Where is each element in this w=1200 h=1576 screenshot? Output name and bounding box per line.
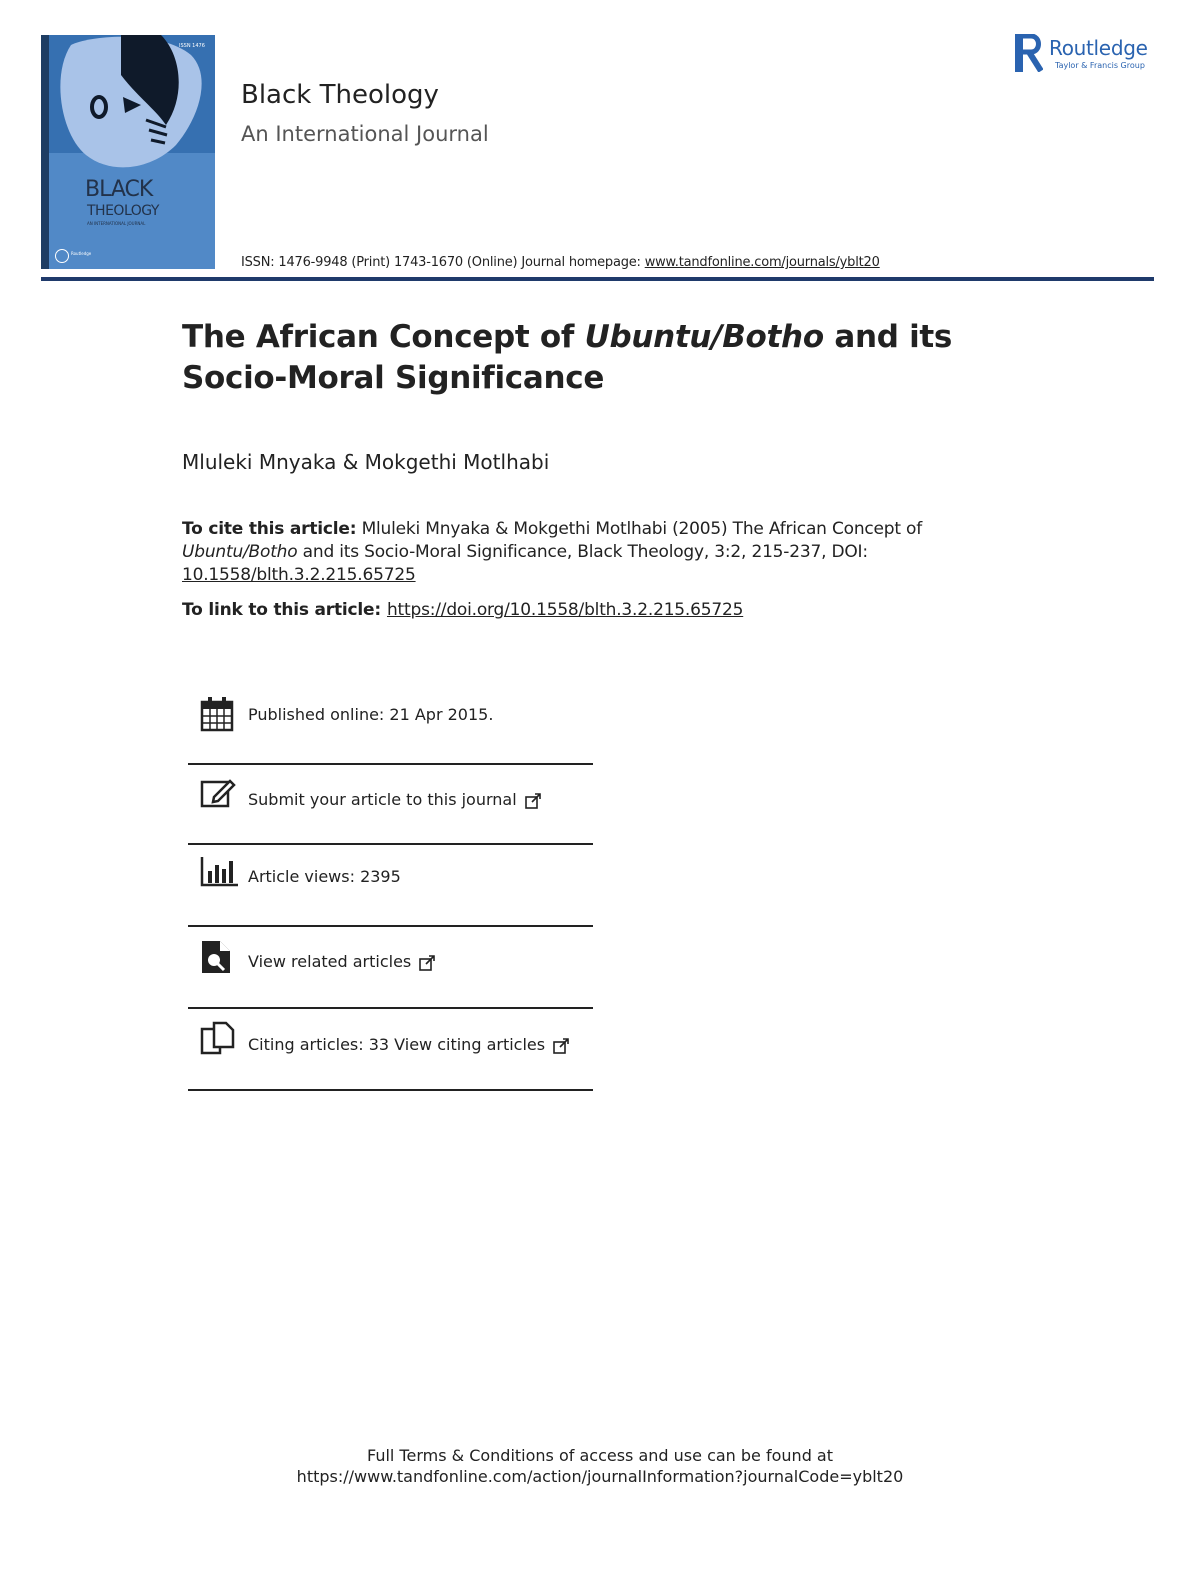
citing-documents-icon: [200, 1021, 236, 1057]
article-title: [182, 317, 1022, 399]
article-info-list: [188, 690, 593, 1091]
publisher-logo: [1015, 34, 1155, 74]
info-row-submit[interactable]: [188, 765, 593, 843]
cover-publisher-text: Routledge: [71, 251, 92, 256]
search-document-icon: [200, 939, 232, 975]
info-row-citing[interactable]: [188, 1009, 593, 1089]
header-divider: [41, 277, 1154, 281]
cover-publisher-logo-icon: [55, 249, 69, 263]
article-link-block: [182, 600, 982, 620]
cover-subtitle: AN INTERNATIONAL JOURNAL: [87, 221, 146, 226]
citation-text-part1: Mluleki Mnyaka & Mokgethi Motlhabi (2005) The African Concept of: [356, 519, 923, 539]
article-authors: Mluleki Mnyaka & Mokgethi Motlhabi: [182, 450, 550, 474]
cover-title-line2: THEOLOGY: [87, 203, 159, 219]
article-title-part2: and its Socio-Moral Significance: [182, 319, 953, 396]
journal-homepage-link[interactable]: www.tandfonline.com/journals/yblt20: [644, 255, 880, 270]
external-link-icon: [419, 955, 435, 971]
citing-articles-link[interactable]: [248, 1035, 569, 1054]
routledge-r-icon: [1015, 34, 1043, 72]
article-views: Article views: 2395: [248, 867, 401, 886]
edit-icon: [200, 777, 236, 809]
footer-terms-url[interactable]: https://www.tandfonline.com/action/journalInformation?journalCode=yblt20: [296, 1467, 904, 1486]
external-link-icon: [553, 1038, 569, 1054]
publisher-name: Routledge: [1049, 36, 1148, 60]
citing-articles-label: Citing articles: 33 View citing articles: [248, 1035, 546, 1054]
bar-chart-icon: [200, 857, 238, 887]
article-title-part1: The African Concept of: [182, 319, 585, 355]
citation-block: [182, 518, 982, 587]
citation-text-part2: and its Socio-Moral Significance, Black Theology, 3:2, 215-237, DOI:: [297, 542, 868, 562]
submit-article-link[interactable]: [248, 790, 541, 809]
publisher-tagline: Taylor & Francis Group: [1055, 61, 1145, 70]
info-divider: [188, 1089, 593, 1091]
journal-title: Black Theology: [241, 80, 439, 110]
calendar-icon: [200, 696, 234, 732]
published-date: Published online: 21 Apr 2015.: [248, 705, 494, 724]
journal-cover-image: [41, 35, 215, 269]
citation-doi-link[interactable]: 10.1558/blth.3.2.215.65725: [182, 565, 416, 585]
cover-face-illustration: [51, 35, 215, 185]
issn-line: [241, 255, 880, 270]
article-doi-url[interactable]: https://doi.org/10.1558/blth.3.2.215.65725: [386, 600, 744, 620]
info-row-published: [188, 690, 593, 763]
cover-issn: ISSN 1476: [179, 43, 205, 49]
article-title-italic: Ubuntu/Botho: [584, 319, 824, 355]
related-articles-link[interactable]: [248, 952, 435, 971]
link-label: To link to this article:: [182, 600, 381, 620]
info-row-related[interactable]: [188, 927, 593, 1007]
citation-label: To cite this article:: [182, 519, 357, 539]
info-row-views: [188, 845, 593, 925]
external-link-icon: [525, 793, 541, 809]
cover-spine: [41, 35, 49, 269]
submit-article-label: Submit your article to this journal: [248, 790, 517, 809]
journal-subtitle: An International Journal: [241, 122, 489, 146]
related-articles-label: View related articles: [248, 952, 412, 971]
citation-text-italic: Ubuntu/Botho: [182, 542, 298, 562]
footer-terms-line: Full Terms & Conditions of access and use can be found at: [366, 1446, 834, 1465]
cover-title-line1: BLACK: [85, 177, 153, 202]
issn-text: ISSN: 1476-9948 (Print) 1743-1670 (Online) Journal homepage:: [241, 255, 645, 270]
